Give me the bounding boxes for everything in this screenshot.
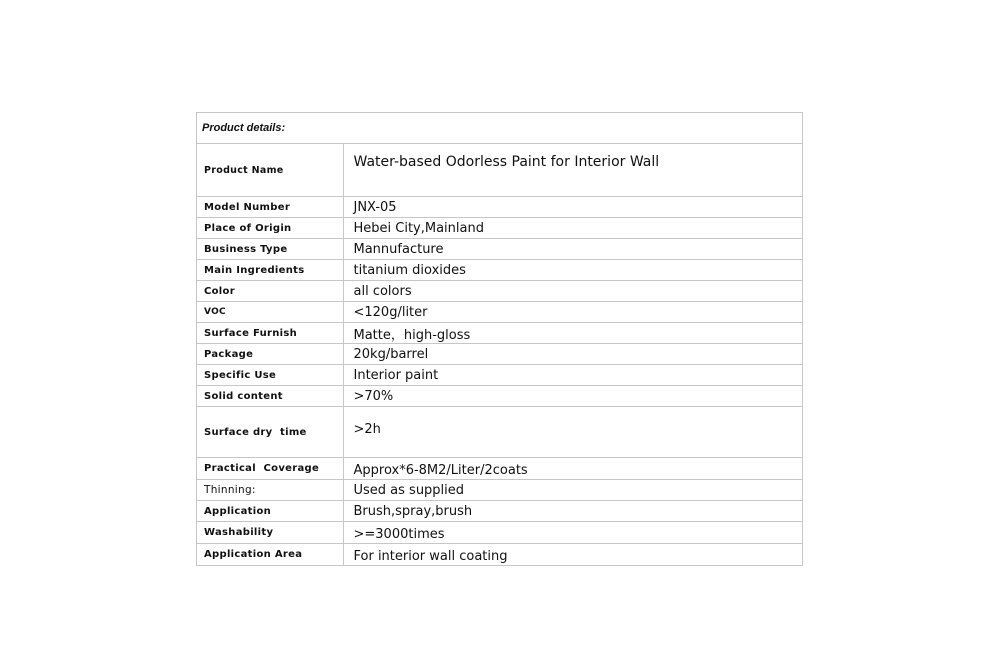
row-value-product-name: Water-based Odorless Paint for Interior Wall: [343, 144, 802, 197]
row-label-practical-coverage: Practical Coverage: [197, 458, 343, 480]
title-row: [197, 113, 802, 144]
row-label-specific-use: Specific Use: [197, 365, 343, 386]
row-label-main-ingredients: Main Ingredients: [197, 260, 343, 281]
product-details-table: [196, 112, 803, 566]
row-value-surface-dry-time: >2h: [343, 407, 802, 458]
row-value-business-type: Mannufacture: [343, 239, 802, 260]
table-row: [197, 260, 802, 281]
table-row: [197, 144, 802, 197]
row-label-solid-content: Solid content: [197, 386, 343, 407]
row-value-thinning: Used as supplied: [343, 480, 802, 501]
row-label-model-number: Model Number: [197, 197, 343, 218]
row-value-application-area: For interior wall coating: [343, 544, 802, 566]
table-row: [197, 197, 802, 218]
row-label-thinning: Thinning:: [197, 480, 343, 501]
row-label-business-type: Business Type: [197, 239, 343, 260]
row-label-surface-furnish: Surface Furnish: [197, 323, 343, 344]
row-value-voc: <120g/liter: [343, 302, 802, 323]
row-value-main-ingredients: titanium dioxides: [343, 260, 802, 281]
table-row: [197, 544, 802, 566]
row-value-practical-coverage: Approx*6-8M2/Liter/2coats: [343, 458, 802, 480]
row-label-voc: VOC: [197, 302, 343, 323]
row-label-application-area: Application Area: [197, 544, 343, 566]
table-row: [197, 480, 802, 501]
table-row: [197, 522, 802, 544]
row-label-product-name: Product Name: [197, 144, 343, 197]
row-value-washability: >=3000times: [343, 522, 802, 544]
table-row: [197, 407, 802, 458]
details-table: [197, 113, 802, 565]
row-value-color: all colors: [343, 281, 802, 302]
table-row: [197, 344, 802, 365]
row-value-model-number: JNX-05: [343, 197, 802, 218]
table-row: [197, 302, 802, 323]
row-value-application: Brush,spray,brush: [343, 501, 802, 522]
row-value-place-of-origin: Hebei City,Mainland: [343, 218, 802, 239]
table-row: [197, 218, 802, 239]
row-label-surface-dry-time: Surface dry time: [197, 407, 343, 458]
row-value-specific-use: Interior paint: [343, 365, 802, 386]
row-label-place-of-origin: Place of Origin: [197, 218, 343, 239]
section-title: Product details:: [197, 113, 802, 144]
table-row: [197, 458, 802, 480]
table-row: [197, 386, 802, 407]
row-value-solid-content: >70%: [343, 386, 802, 407]
row-label-application: Application: [197, 501, 343, 522]
table-row: [197, 239, 802, 260]
table-row: [197, 323, 802, 344]
row-value-package: 20kg/barrel: [343, 344, 802, 365]
table-row: [197, 501, 802, 522]
row-value-surface-furnish: Matte，high-gloss: [343, 323, 802, 344]
table-row: [197, 365, 802, 386]
row-label-package: Package: [197, 344, 343, 365]
table-row: [197, 281, 802, 302]
row-label-washability: Washability: [197, 522, 343, 544]
row-label-color: Color: [197, 281, 343, 302]
